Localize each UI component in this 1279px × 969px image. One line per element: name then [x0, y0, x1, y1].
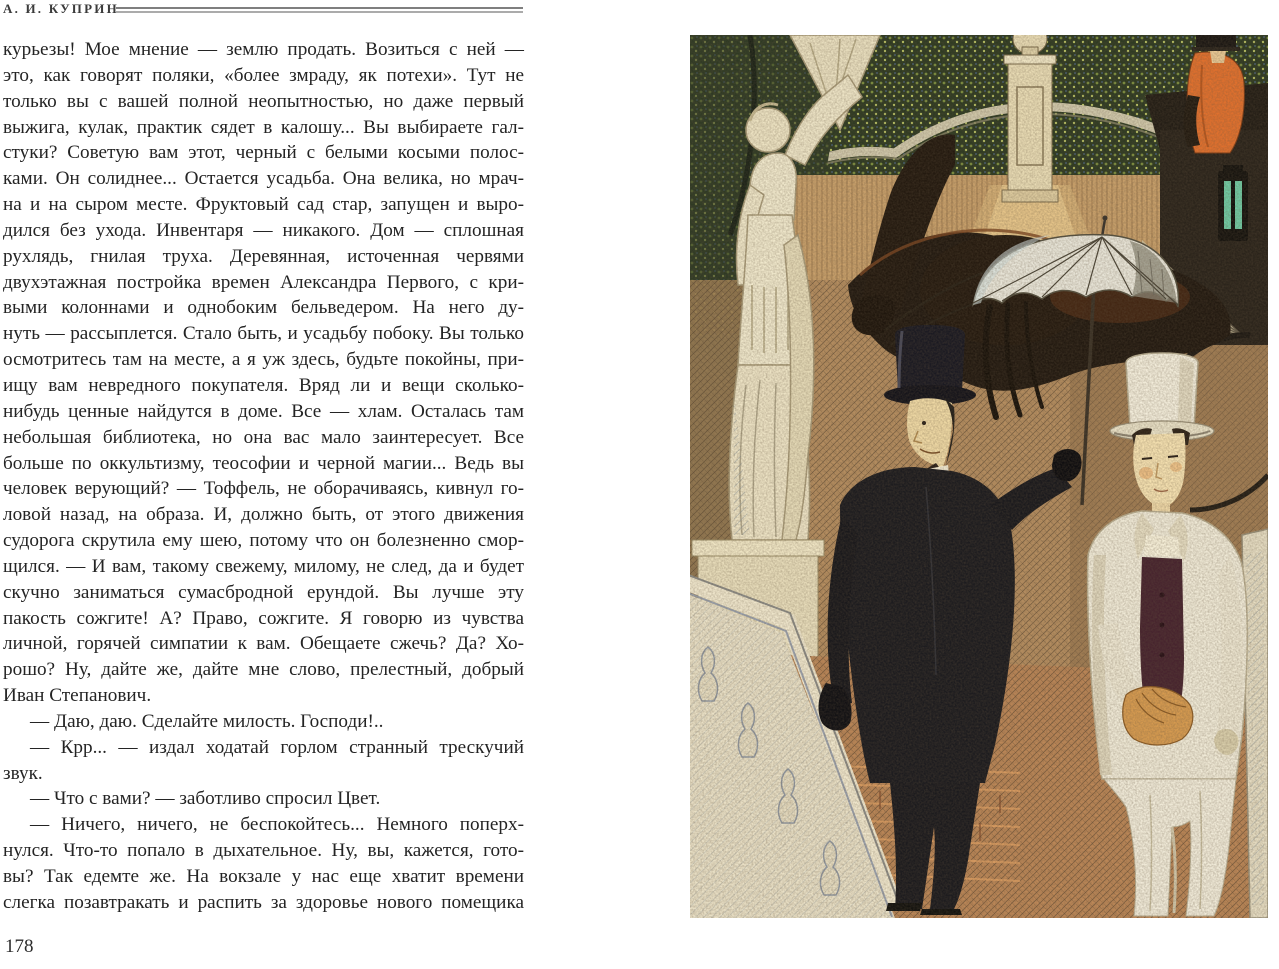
text-line: слегка позавтракать и распить за здоровье нового помещика: [3, 891, 524, 913]
text-line: нулся. Что-то попало в дыхательное. Ну, вы, кажется, гото-: [3, 840, 524, 862]
text-line: ловой назад, на образа. И, должно быть, от этого движения: [3, 504, 524, 526]
text-line: ками. Он солиднее... Остается усадьба. Она велика, но мрач-: [3, 168, 524, 190]
text-line: на и на сыром месте. Фруктовый сад стар, запущен и выро-: [3, 194, 524, 216]
page-number: 178: [5, 936, 34, 957]
text-line: пакость сожгите! А? Право, сожгите. Я говорю из чувства: [3, 607, 524, 629]
text-line: звук.: [3, 762, 43, 784]
text-line: — Крр... — издал ходатай горлом странный трескучий: [30, 736, 524, 758]
running-head-author: А. И. КУПРИН: [3, 1, 119, 16]
text-line: рухлядь, гнилая труха. Деревянная, источенная червями: [3, 245, 524, 267]
text-line: больше по оккультизму, теософии и черной магии... Ведь вы: [3, 452, 524, 474]
running-head-rule: [116, 7, 523, 13]
text-line: выжига, кулак, практик сядет в калошу... Вы выбираете гал-: [3, 116, 524, 138]
text-line: стуки? Советую вам этот, черный с белыми косыми полос-: [3, 142, 524, 164]
text-line: двухэтажная постройка времен Александра Первого, с кри-: [3, 271, 524, 293]
text-line: ищу вам невредного покупателя. Вряд ли и вещи сколько-: [3, 374, 524, 396]
text-line: — Ничего, ничего, не беспокойтесь... Немного поперх-: [30, 814, 524, 836]
text-line: нибудь ценные найдутся в доме. Все — хлам. Осталась там: [3, 400, 524, 422]
text-line: Иван Степанович.: [3, 685, 152, 707]
text-line: дился без ухода. Инвентаря — никакого. Дом — сплошная: [3, 219, 524, 241]
text-column: [3, 37, 524, 916]
text-line: судорога скрутила ему шею, потому что он болезненно смор-: [3, 530, 524, 552]
text-line: выми колоннами и однобоким бельведером. На него ду-: [3, 297, 524, 319]
text-line: небольшая библиотека, но она вас мало заинтересует. Все: [3, 426, 524, 448]
text-line: курьезы! Мое мнение — землю продать. Возиться с ней —: [3, 39, 524, 60]
text-line: личной, горячей симпатии к вам. Обещаете сжечь? Да? Хо-: [3, 633, 524, 655]
text-line: — Что с вами? — заботливо спросил Цвет.: [30, 788, 381, 810]
text-line: только вы с вашей полной неопытностью, но даже первый: [3, 90, 524, 112]
text-line: щился. — И вам, такому свежему, милому, не след, да и будет: [3, 555, 524, 577]
text-line: это, как говорят поляки, «более змраду, як потехи». Тут не: [3, 64, 524, 86]
text-line: осмотритесь там на месте, а я уж здесь, будьте покойны, при-: [3, 349, 524, 371]
text-line: человек верующий? — Тоффель, не оборачиваясь, кивнул го-: [3, 478, 524, 500]
book-illustration: [690, 35, 1268, 918]
text-line: рошо? Ну, дайте же, дайте мне слово, прелестный, добрый: [3, 659, 524, 681]
text-line: нуть — рассыплется. Стало быть, и усадьбу побоку. Вы только: [3, 323, 524, 345]
text-line: — Даю, даю. Сделайте милость. Господи!..: [30, 710, 384, 732]
text-line: вы? Так едемте же. На вокзале у нас еще хватит времени: [3, 866, 524, 887]
illustration-canvas: [690, 35, 1268, 918]
text-line: скучно заниматься сумасбродной ерундой. Вы лучше эту: [3, 581, 524, 603]
